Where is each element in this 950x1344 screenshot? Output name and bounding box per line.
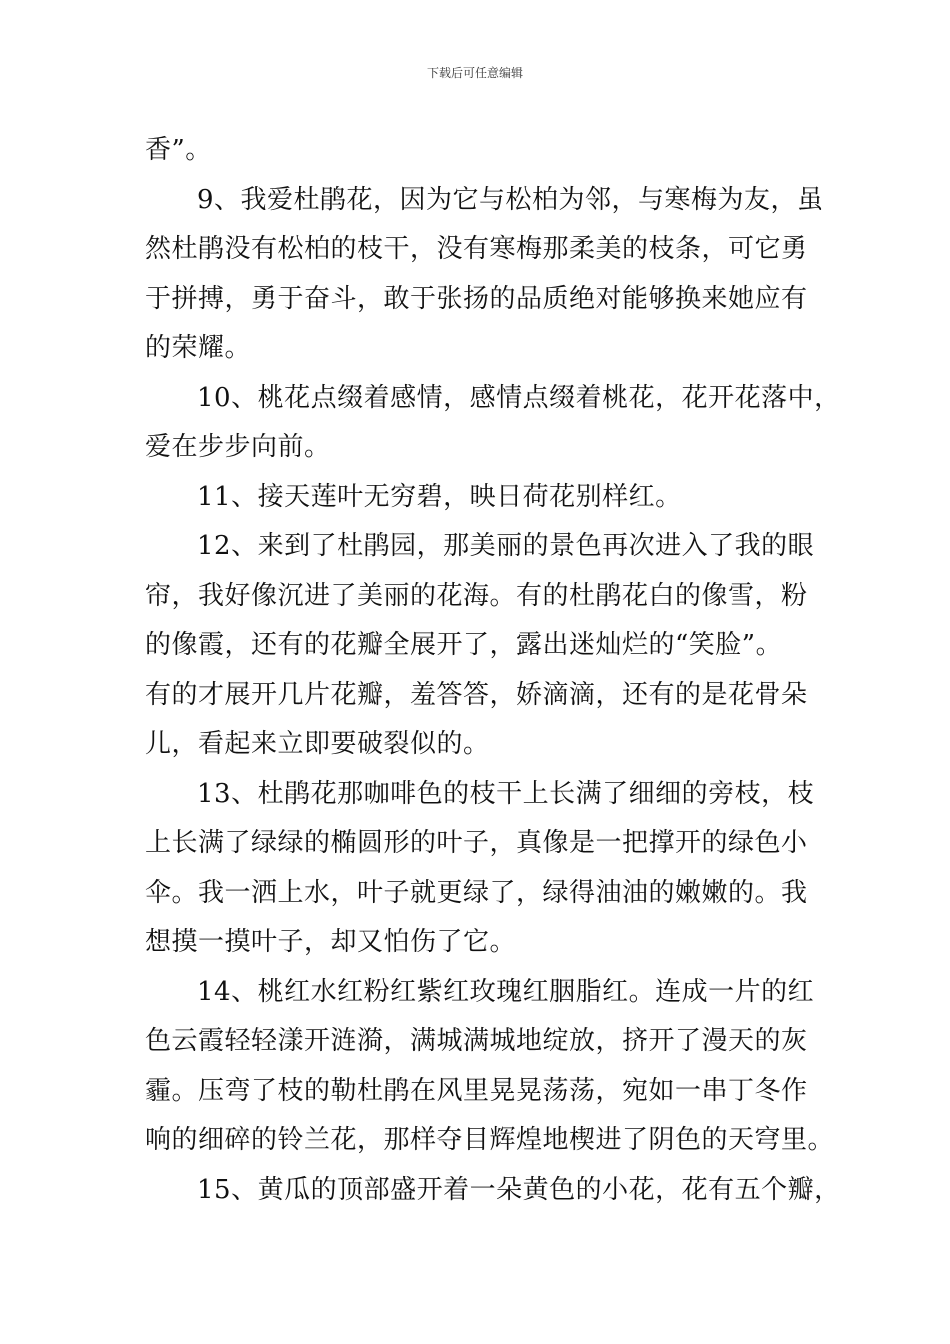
text-line: 爱在步步向前。 <box>145 432 331 462</box>
text-line: 9、我爱杜鹃花，因为它与松柏为邻，与寒梅为友，虽 <box>197 184 824 215</box>
text-line: 12、来到了杜鹃园，那美丽的景色再次进入了我的眼 <box>197 531 815 561</box>
text-line: 有的才展开几片花瓣，羞答答，娇滴滴，还有的是花骨朵 <box>145 679 808 710</box>
text-line: 的荣耀。 <box>145 333 252 363</box>
text-line: 的像霞，还有的花瓣全展开了，露出迷灿烂的“笑脸”。 <box>145 630 783 660</box>
document-body <box>145 126 841 1215</box>
text-line: 儿，看起来立即要破裂似的。 <box>145 729 490 759</box>
text-line: 10、桃花点缀着感情，感情点缀着桃花，花开花落中， <box>197 382 841 413</box>
text-line: 色云霞轻轻漾开涟漪，满城满城地绽放，挤开了漫天的灰 <box>145 1026 808 1056</box>
text-line: 13、杜鹃花那咖啡色的枝干上长满了细细的旁枝，枝 <box>197 778 815 809</box>
text-line: 15、黄瓜的顶部盛开着一朵黄色的小花，花有五个瓣， <box>197 1174 841 1205</box>
text-line: 14、桃红水红粉红紫红玫瑰红胭脂红。连成一片的红 <box>197 976 815 1007</box>
text-line: 于拼搏，勇于奋斗，敢于张扬的品质绝对能够换来她应有 <box>145 283 808 314</box>
text-line: 响的细碎的铃兰花，那样夺目辉煌地楔进了阴色的天穹里。 <box>145 1125 835 1155</box>
text-line: 上长满了绿绿的椭圆形的叶子，真像是一把撑开的绿色小 <box>145 828 808 858</box>
text-line: 11、接天莲叶无穷碧，映日荷花别样红。 <box>197 481 682 512</box>
text-line: 帘，我好像沉进了美丽的花海。有的杜鹃花白的像雪，粉 <box>145 580 808 611</box>
text-line: 香”。 <box>145 135 212 165</box>
page-header: 下载后可任意编辑 <box>426 66 523 80</box>
text-line: 然杜鹃没有松柏的枝干，没有寒梅那柔美的枝条，可它勇 <box>145 234 808 264</box>
text-line: 霾。压弯了枝的勒杜鹃在风里晃晃荡荡，宛如一串丁冬作 <box>145 1075 808 1106</box>
text-line: 伞。我一洒上水，叶子就更绿了，绿得油油的嫩嫩的。我 <box>145 877 808 908</box>
text-line: 想摸一摸叶子，却又怕伤了它。 <box>145 927 517 957</box>
